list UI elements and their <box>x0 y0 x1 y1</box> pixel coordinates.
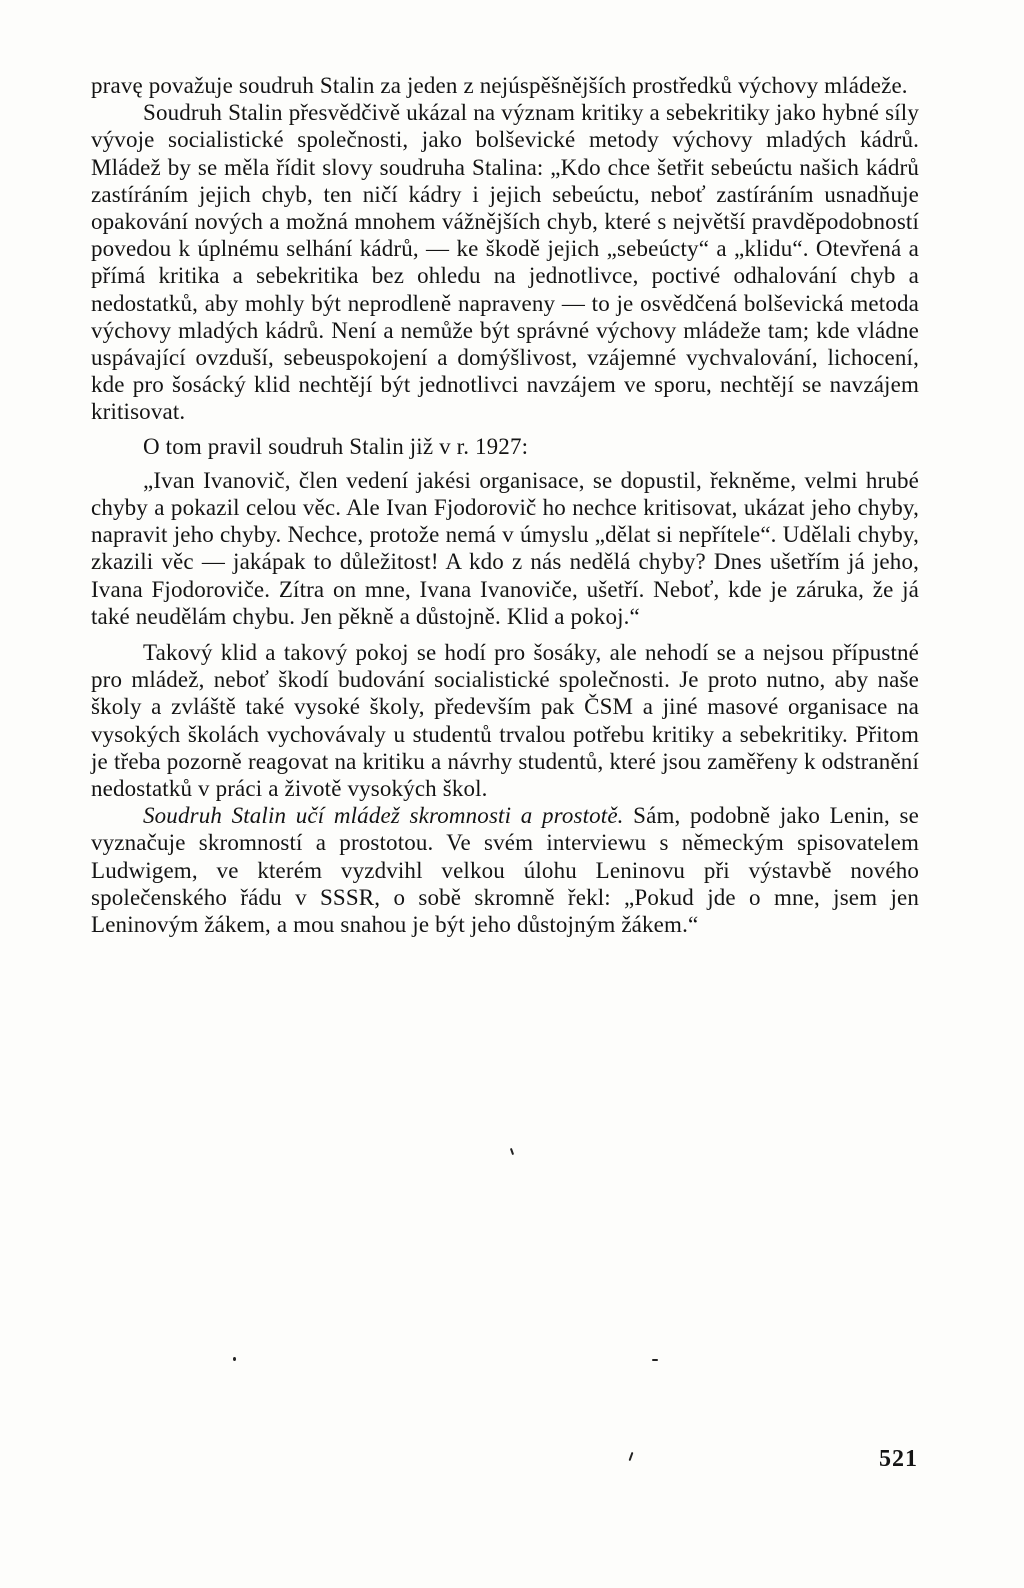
page-number: 521 <box>879 1446 918 1472</box>
paragraph-modesty <box>91 802 919 938</box>
paragraph-criticism: Soudruh Stalin přesvědčivě ukázal na význam kritiky a sebekritiky jako hybné síly vývoje socialistické společnosti, jako bolševické metody výchovy mladých kádrů. Mládež by se měla řídit slovy soudruha Stalina: „Kdo chce šetřit sebeúctu našich kádrů zastíráním jejich chyb, ten ničí kádry i jejich sebeúctu, neboť zastíráním usnadňuje opakování nových a možná mnohem vážnějších chyb, které s největší pravděpodobností povedou k úplnému selhání kádrů, — ke škodě jejich „sebeúcty“ a „klidu“. Otevřená a přímá kritika a sebekritika bez ohledu na jednotlivce, poctivé odhalování chyb a nedostatků, aby mohly být neprodleně napraveny — to je osvědčená bolševická metoda výchovy mladých kádrů. Není a nemůže být správné výchovy mládeže tam; kde vládne uspávající ovzduší, sebeuspokojení a domýšlivost, vzájemné vychvalování, lichocení, kde pro šosácký klid nechtějí být jednotlivci navzájem ve sporu, nechtějí se navzájem kritisovat. <box>91 100 919 425</box>
ink-speck <box>233 1357 236 1361</box>
ink-speck <box>652 1359 658 1361</box>
paragraph-continuation: pravę považuje soudruh Stalin za jeden z nejúspěšnějších prostředků výchovy mládeže. <box>91 73 908 98</box>
body-text <box>91 72 919 938</box>
paragraph-quote: „Ivan Ivanovič, člen vedení jakési organisace, se dopustil, řekněme, velmi hrubé chyby a pokazil celou věc. Ale Ivan Fjodorovič ho nechce kritisovat, ukázat jeho chyby, napravit jeho chyby. Nechce, protože nemá v úmyslu „dělat si nepřítele“. Udělali chyby, zkazili věc — jakápak to důležitost! A kdo z nás nedělá chyby? Dnes ušetřím já jeho, Ivana Fjodoroviče. Zítra on mne, Ivana Ivanoviče, ušetří. Neboť, kde je záruka, že já také neudělám chybu. Jen pěkně a důstojně. Klid a pokoj.“ <box>91 467 919 629</box>
italic-lead: Soudruh Stalin učí mládež skromnosti a prostotě. <box>143 803 624 829</box>
paragraph-schools: Takový klid a takový pokoj se hodí pro šosáky, ale nehodí se a nejsou přípustné pro mládež, neboť škodí budování socialistické společnosti. Je proto nutno, aby naše školy a zvláště také vysoké školy, především pak ČSM a jiné masové organisace na vysokých školách vychovávaly u studentů trvalou potřebu kritiky a sebekritiky. Přitom je třeba pozorně reagovat na kritiku a návrhy studentů, které jsou zaměřeny k odstranění nedostatků v práci a životě vysokých škol. <box>91 640 919 802</box>
ink-speck <box>510 1148 514 1155</box>
paragraph-modesty-text: Sám, podobně jako Lenin, se vyznačuje skromností a prostotou. Ve svém interviewu s německým spisovatelem Ludwigem, ve kterém vyzdvihl velkou úlohu Leninovu při výstavbě nového společenského řádu v SSSR, o sobě skromně řekl: „Pokud jde o mne, jsem jen Leninovým žákem, a mou snahou je být jeho důstojným žákem.“ <box>91 803 919 938</box>
ink-speck <box>629 1452 634 1461</box>
paragraph-quote-intro: O tom pravil soudruh Stalin již v r. 1927: <box>143 433 529 459</box>
